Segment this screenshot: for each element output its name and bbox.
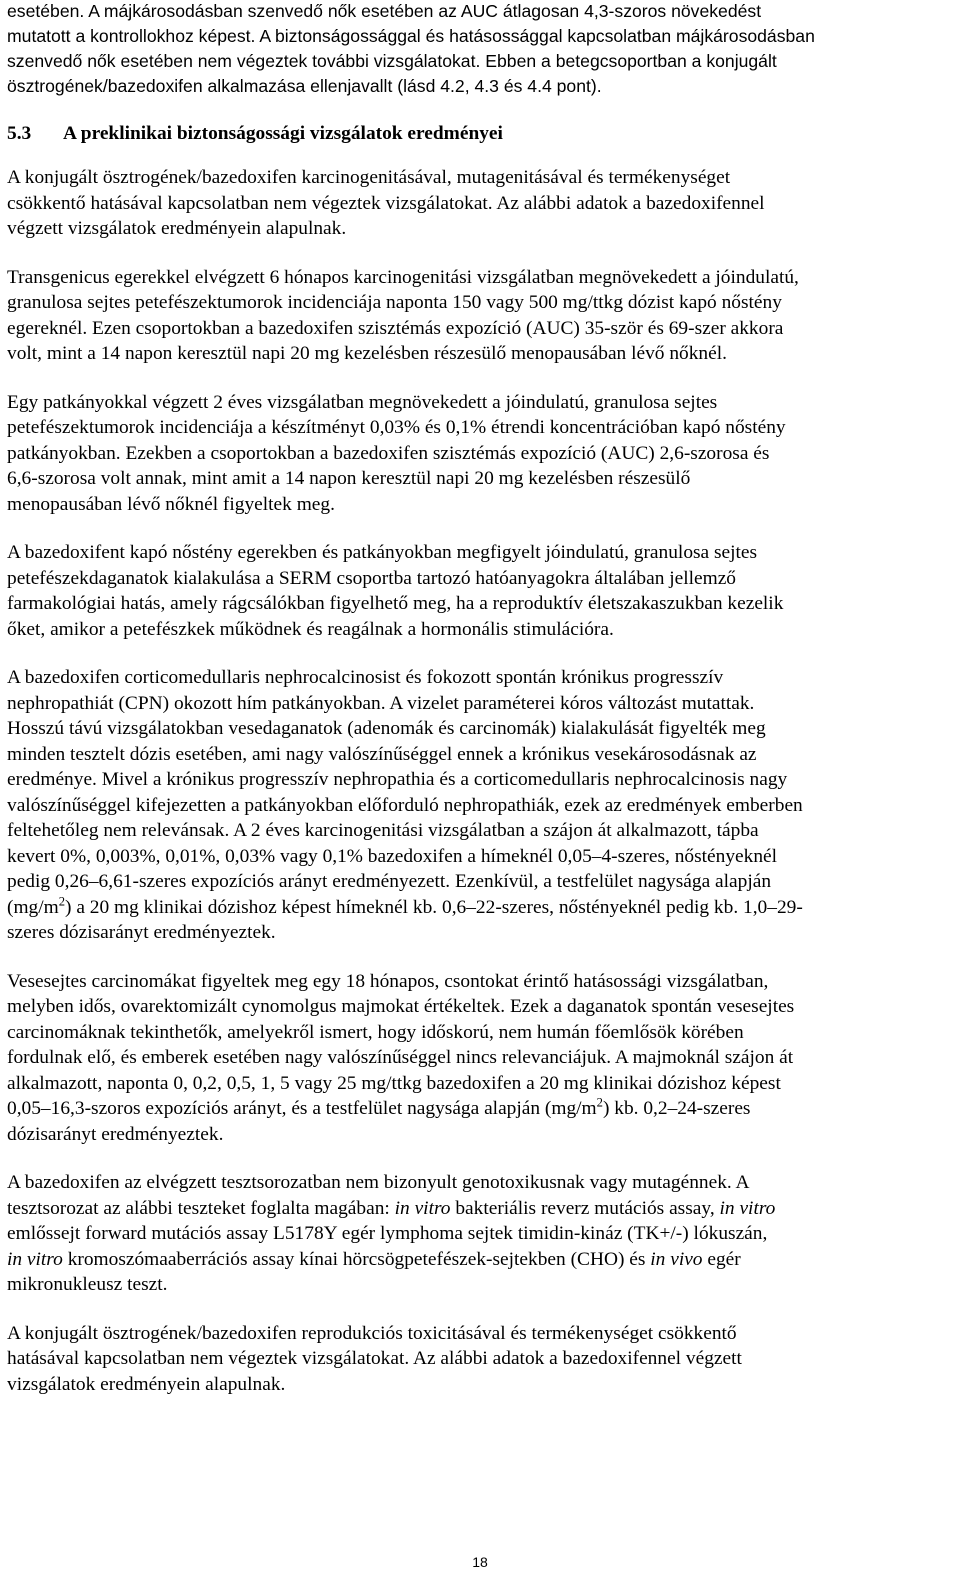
text-line: valószínűséggel kifejezetten a patkányokban előforduló nephropathiák, ezek az eredmények emberben xyxy=(7,794,803,816)
text-fragment: kromoszómaaberrációs assay kínai hörcsögpetefészek-sejtekben (CHO) és xyxy=(62,1248,651,1270)
continued-paragraph xyxy=(7,0,953,99)
text-line: menopausában lévő nőknél figyeltek meg. xyxy=(7,493,335,515)
text-fragment: tesztsorozat az alábbi teszteket foglalta magában: xyxy=(7,1197,395,1219)
paragraph xyxy=(7,540,953,642)
text-fragment: ) a 20 mg klinikai dózishoz képest hímeknél kb. 0,6–22-szeres, nőstényeknél pedig kb. 1,0–29- xyxy=(65,896,803,918)
text-line: Vesesejtes carcinomákat figyeltek meg egy 18 hónapos, csontokat érintő hatásossági vizsgálatban, xyxy=(7,970,769,992)
text-line: petefészektumorok incidenciája a készítményt 0,03% és 0,1% étrendi koncentrációban kapó nőstény xyxy=(7,417,786,438)
text-line: mutatott a kontrollokhoz képest. A biztonságossággal és hatásossággal kapcsolatban májkárosodásban xyxy=(7,26,815,46)
text-line: melyben idős, ovarektomizált cynomolgus majmokat értékeltek. Ezek a daganatok spontán vesesejtes xyxy=(7,996,795,1017)
italic-term: in vitro xyxy=(719,1197,776,1219)
paragraph xyxy=(7,969,953,1148)
text-fragment: bakteriális reverz mutációs assay, xyxy=(450,1197,720,1219)
text-line: volt, mint a 14 napon keresztül napi 20 mg kezelésben részesülő menopausában lévő nőknél. xyxy=(7,343,727,364)
text-line: carcinomáknak tekinthetők, amelyekről ismert, hogy időskorú, nem humán főemlősök körében xyxy=(7,1021,744,1043)
paragraph xyxy=(7,390,953,518)
text-line: szeres dózisarányt eredményeztek. xyxy=(7,922,276,943)
text-line: Egy patkányokkal végzett 2 éves vizsgálatban megnövekedett a jóindulatú, granulosa sejtes xyxy=(7,391,718,413)
italic-term: in vivo xyxy=(650,1248,703,1270)
text-line: emlőssejt forward mutációs assay L5178Y egér lymphoma sejtek timidin-kináz (TK+/-) lókuszán, xyxy=(7,1223,768,1244)
text-line: egereknél. Ezen csoportokban a bazedoxifen szisztémás expozíció (AUC) 35-ször és 69-szer akkora xyxy=(7,317,784,339)
text-line: nephropathiát (CPN) okozott hím patkányokban. A vizelet paraméterei kóros változást mutattak. xyxy=(7,692,755,714)
superscript: 2 xyxy=(58,894,66,909)
text-line xyxy=(7,1247,953,1273)
text-line xyxy=(7,1096,953,1122)
text-line: minden tesztelt dózis esetében, ami nagy valószínűséggel ennek a krónikus vesekárosodásnak az xyxy=(7,743,757,765)
text-line: fordulnak elő, és emberek esetében nagy valószínűséggel nincs relevanciájuk. A majmoknál szájon át xyxy=(7,1047,794,1068)
text-line: ösztrogének/bazedoxifen alkalmazása ellenjavallt (lásd 4.2, 4.3 és 4.4 pont). xyxy=(7,76,602,96)
text-line: Transgenicus egerekkel elvégzett 6 hónapos karcinogenitási vizsgálatban megnövekedett a jóindulatú, xyxy=(7,266,799,288)
page-number: 18 xyxy=(472,1554,488,1570)
paragraph xyxy=(7,1321,953,1398)
text-line: mikronukleusz teszt. xyxy=(7,1274,168,1295)
text-fragment: (mg/m xyxy=(7,896,59,918)
text-line xyxy=(7,1196,953,1222)
text-line: vizsgálatok eredményein alapulnak. xyxy=(7,1373,286,1395)
text-line: feltehetőleg nem relevánsak. A 2 éves karcinogenitási vizsgálatban a szájon át alkalmazott, tápba xyxy=(7,820,759,841)
text-line: csökkentő hatásával kapcsolatban nem végeztek vizsgálatokat. Az alábbi adatok a bazedoxifennel xyxy=(7,192,765,214)
text-fragment: egér xyxy=(702,1248,741,1270)
text-line: végzett vizsgálatok eredményein alapulnak. xyxy=(7,218,347,239)
text-line: petefészekdaganatok kialakulása a SERM csoportba tartozó hatóanyagokra általában jellemző xyxy=(7,567,737,589)
section-heading xyxy=(7,121,953,146)
paragraph xyxy=(7,165,953,242)
text-fragment: ) kb. 0,2–24-szeres xyxy=(602,1098,751,1119)
italic-term: in vitro xyxy=(7,1248,63,1270)
text-line: alkalmazott, naponta 0, 0,2, 0,5, 1, 5 vagy 25 mg/ttkg bazedoxifen a 20 mg klinikai dózishoz képest xyxy=(7,1072,781,1094)
paragraph xyxy=(7,665,953,946)
italic-term: in vitro xyxy=(394,1197,451,1219)
text-line: A konjugált ösztrogének/bazedoxifen karcinogenitásával, mutagenitásával és termékenységet xyxy=(7,167,731,188)
text-line: dózisarányt eredményeztek. xyxy=(7,1123,224,1145)
paragraph xyxy=(7,1170,953,1298)
text-line: szenvedő nők esetében nem végeztek további vizsgálatokat. Ebben a betegcsoportban a konjugált xyxy=(7,51,777,71)
text-line: hatásával kapcsolatban nem végeztek vizsgálatokat. Az alábbi adatok a bazedoxifennel végzett xyxy=(7,1348,742,1369)
text-line xyxy=(7,895,953,921)
text-line: farmakológiai hatás, amely rágcsálókban figyelhető meg, ha a reproduktív életszakaszukban kezelik xyxy=(7,593,784,614)
text-line: A konjugált ösztrogének/bazedoxifen reprodukciós toxicitásával és termékenységet csökkentő xyxy=(7,1322,737,1344)
text-line: esetében. A májkárosodásban szenvedő nők esetében az AUC átlagosan 4,3-szoros növekedést xyxy=(7,1,762,21)
text-line: A bazedoxifent kapó nőstény egerekben és patkányokban megfigyelt jóindulatú, granulosa sejtes xyxy=(7,542,758,563)
superscript: 2 xyxy=(596,1095,603,1110)
text-line: A bazedoxifen az elvégzett tesztsorozatban nem bizonyult genotoxikusnak vagy mutagénnek. A xyxy=(7,1172,750,1193)
text-line: kevert 0%, 0,003%, 0,01%, 0,03% vagy 0,1% bazedoxifen a hímeknél 0,05–4-szeres, nőstényeknél xyxy=(7,845,778,867)
section-number: 5.3 xyxy=(7,123,32,144)
section-title: A preklinikai biztonságossági vizsgálatok eredményei xyxy=(63,123,503,144)
paragraph xyxy=(7,265,953,367)
text-line: eredménye. Mivel a krónikus progresszív nephropathia és a corticomedullaris nephrocalcinosis nagy xyxy=(7,769,788,790)
text-line: őket, amikor a petefészkek működnek és reagálnak a hormonális stimulációra. xyxy=(7,618,614,640)
text-line: pedig 0,26–6,61-szeres expozíciós arányt eredményezett. Ezenkívül, a testfelület nagysága alapján xyxy=(7,871,772,892)
document-page xyxy=(7,0,953,1420)
text-line: granulosa sejtes petefészektumorok incidenciája naponta 150 vagy 500 mg/ttkg dózist kapó nőstény xyxy=(7,292,782,313)
text-fragment: 0,05–16,3-szoros expozíciós arányt, és a testfelület nagysága alapján (mg/m xyxy=(7,1098,597,1119)
text-line: A bazedoxifen corticomedullaris nephrocalcinosist és fokozott spontán krónikus progresszív xyxy=(7,667,724,688)
text-line: Hosszú távú vizsgálatokban vesedaganatok (adenomák és carcinomák) kialakulását figyelték meg xyxy=(7,718,766,739)
text-line: 6,6-szorosa volt annak, mint amit a 14 napon keresztül napi 20 mg kezelésben részesülő xyxy=(7,468,691,489)
text-line: patkányokban. Ezekben a csoportokban a bazedoxifen szisztémás expozíció (AUC) 2,6-szorosa és xyxy=(7,442,770,464)
